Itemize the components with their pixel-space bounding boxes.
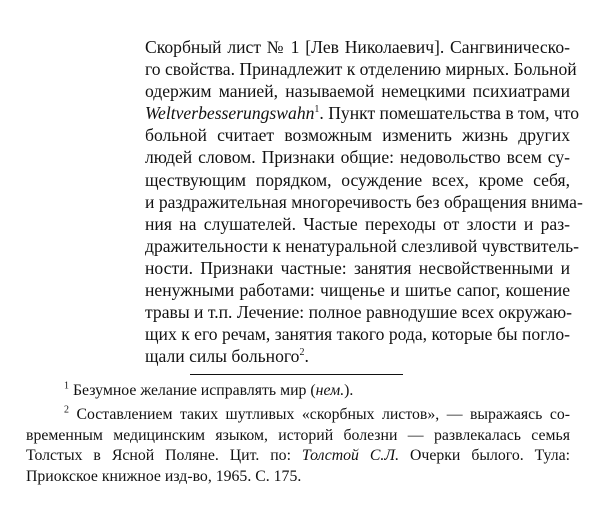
footnote-line — [26, 446, 570, 466]
footnote-line — [26, 405, 570, 425]
footnote-marker: 2 — [64, 405, 69, 417]
footnotes — [26, 381, 570, 491]
footnote-text-rest: ). — [344, 382, 354, 399]
text-line: ности. Признаки частные: занятия несвойственными и — [145, 257, 570, 278]
footnote-italic: Толстой С.Л. — [301, 447, 400, 465]
text-line-rest: . — [304, 346, 309, 367]
text-line: больной считает возможным изменить жизнь других — [145, 125, 570, 146]
footnote-1 — [26, 381, 570, 401]
text-line: го свойства. Принадлежит к отделению мирных. Больной — [145, 59, 577, 80]
text-line: ществующим порядком, осуждение всех, кроме себя, — [145, 169, 570, 190]
text-line — [145, 345, 570, 367]
text-line: травы и т.п. Лечение: полное равнодушие всех окружаю- — [145, 302, 572, 323]
text-line: дражительности к ненатуральной слезливой чувствитель- — [145, 235, 579, 256]
text-line: людей словом. Признаки общие: недовольство всем су- — [145, 147, 570, 168]
footnote-line — [26, 381, 570, 401]
text-line: Скорбный лист № 1 [Лев Николаевич]. Сангвиническо- — [145, 37, 570, 57]
footnote-text: Толстых в Ясной Поляне. Цит. по: — [26, 447, 302, 465]
footnote-ref-2: 2 — [299, 347, 305, 359]
footnote-text: Безумное желание исправлять мир ( — [69, 382, 316, 399]
footnote-ref-1: 1 — [314, 104, 320, 116]
footnote-text: Составлением таких шутливых «скорбных листов», — выражаясь со- — [69, 406, 570, 424]
footnote-text-rest: Очерки былого. Тула: — [399, 447, 570, 465]
main-text — [145, 36, 583, 367]
text-line — [145, 102, 579, 124]
text-line: ния на слушателей. Частые переходы от злости и раз- — [145, 213, 570, 234]
footnote-line: Приокское книжное изд-во, 1965. С. 175. — [26, 467, 302, 485]
text-line: ненужными работами: чищенье и шитье сапог, кошение — [145, 280, 570, 301]
text-line: и раздражительная многоречивость без обращения внима- — [145, 191, 583, 212]
footnote-2 — [26, 405, 570, 487]
text-line-start: щали силы больного — [145, 346, 300, 367]
foreign-term: Weltverbesserungswahn — [145, 103, 315, 124]
footnote-separator — [190, 374, 403, 375]
text-line: одержим манией, называемой немецкими психиатрами — [145, 81, 570, 102]
text-line: щих к его речам, занятия такого рода, которые бы погло- — [145, 324, 570, 345]
footnote-italic: нем. — [315, 382, 345, 399]
footnote-line: временным медицинским языком, историй болезни — развлекалась семья — [26, 426, 570, 444]
text-line-rest: . Пункт помешательства в том, что — [319, 103, 579, 124]
footnote-marker: 1 — [64, 380, 69, 392]
